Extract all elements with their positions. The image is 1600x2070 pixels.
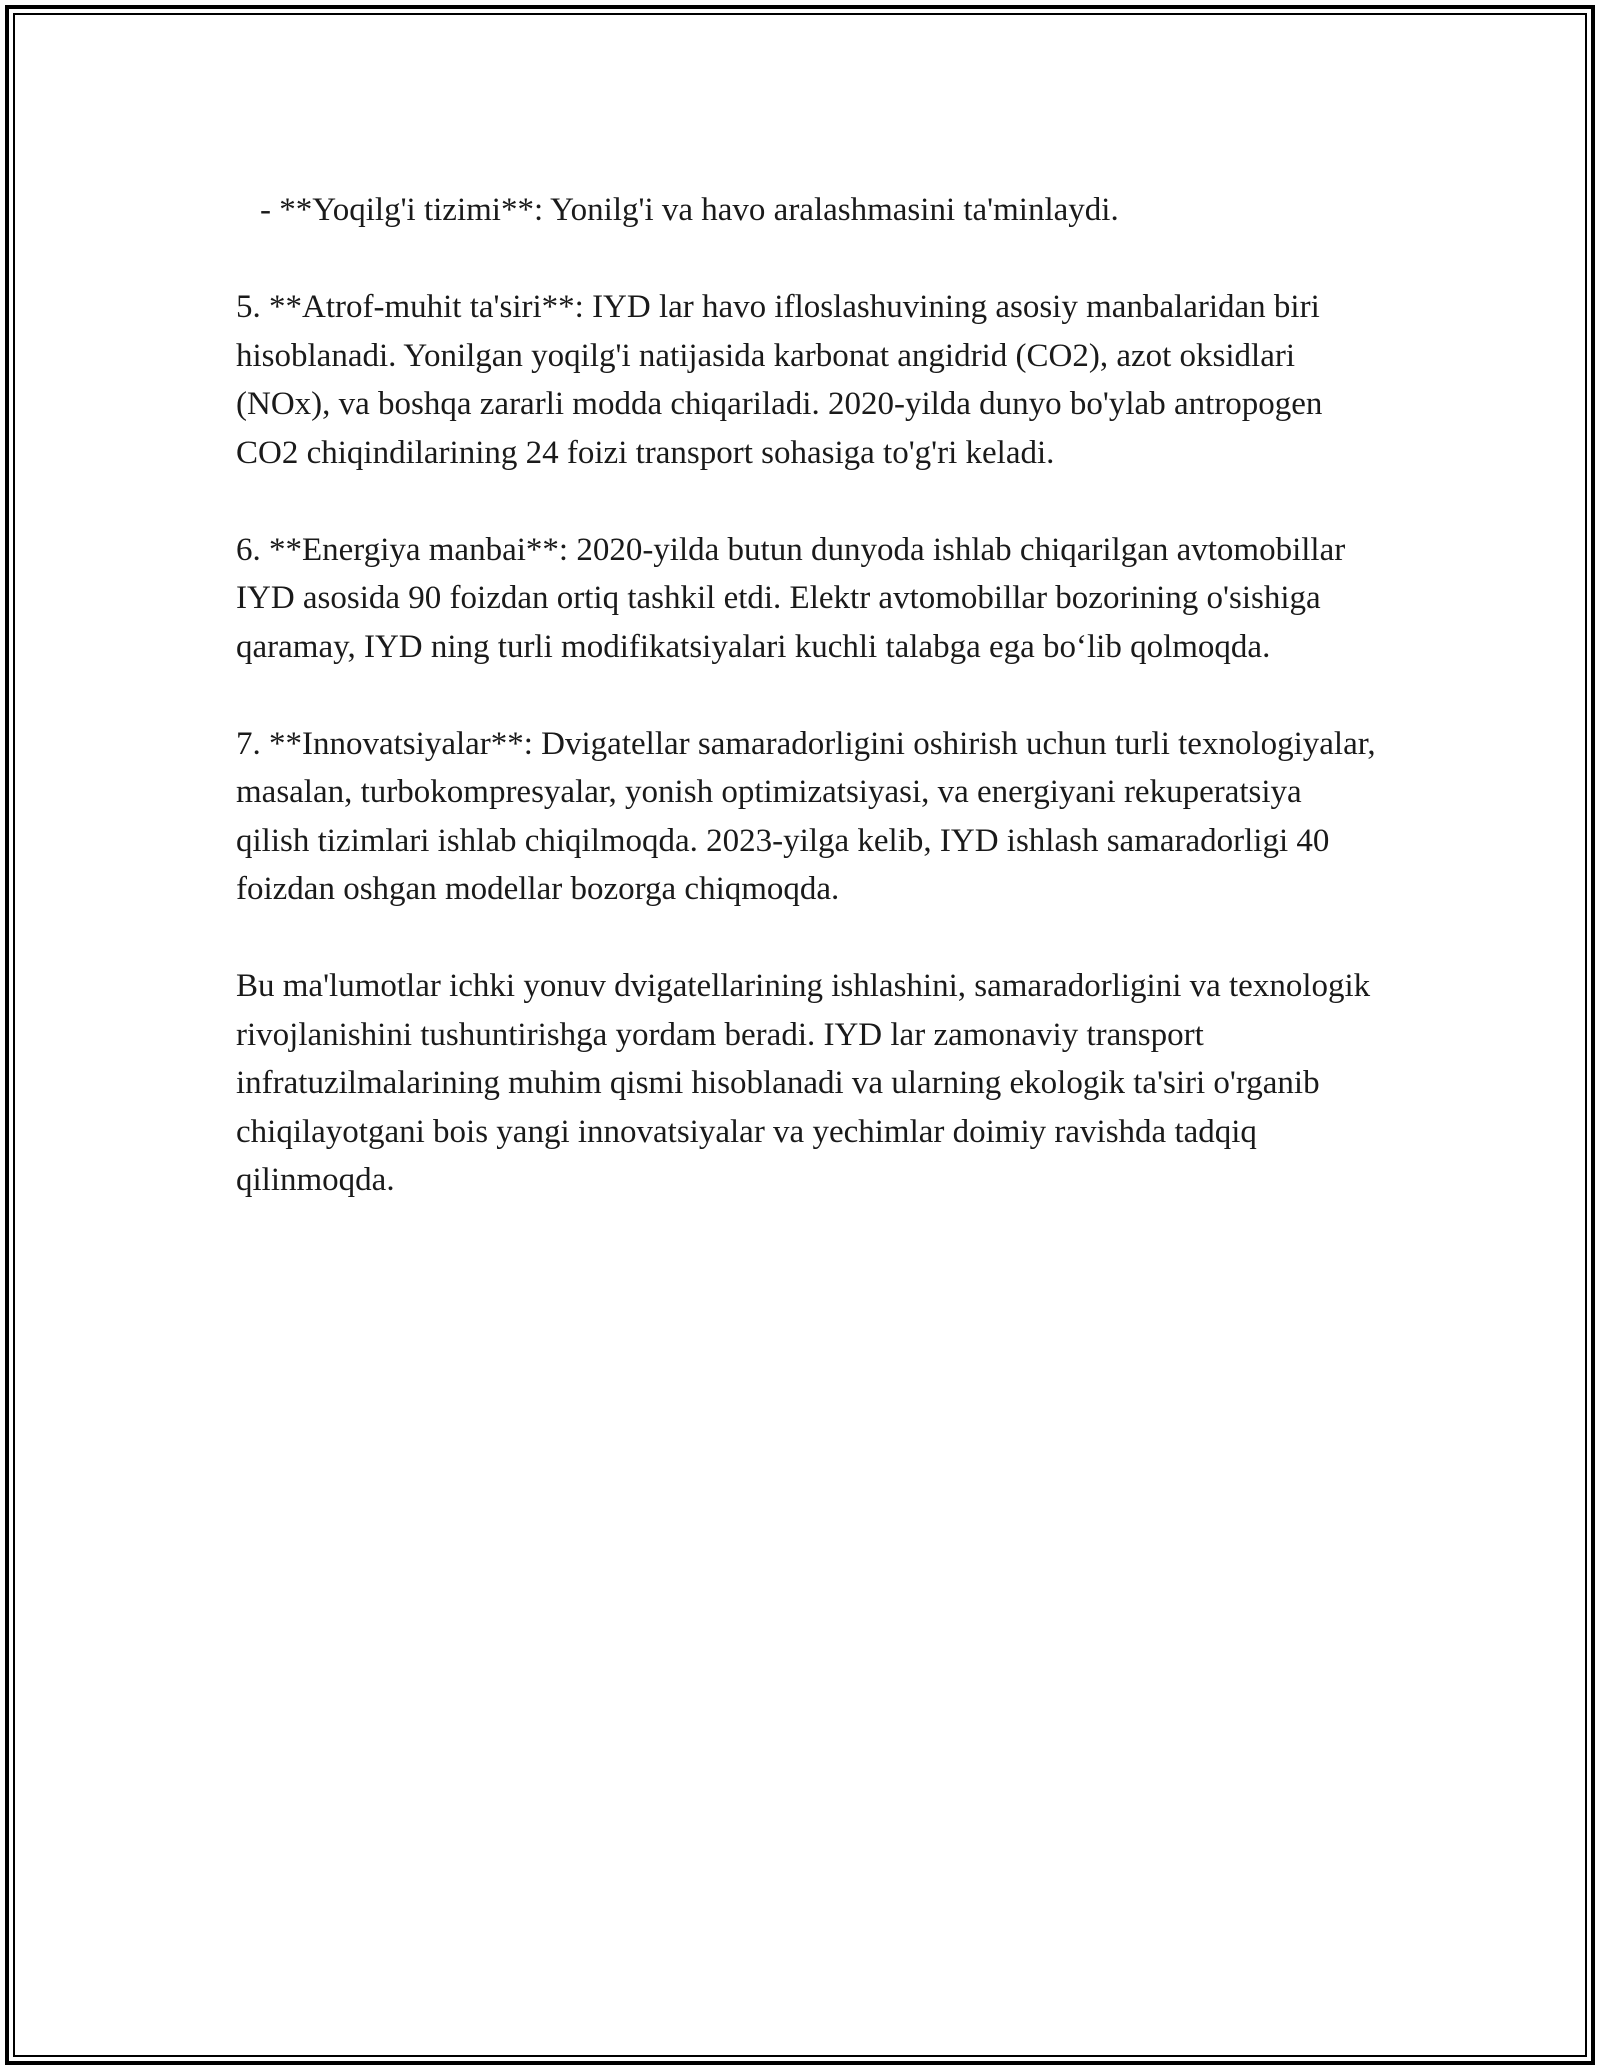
bullet-fuel-system: - **Yoqilg'i tizimi**: Yonilg'i va havo aralashmasini ta'minlaydi. xyxy=(260,192,1119,228)
paragraph-environmental-impact: 5. **Atrof-muhit ta'siri**: IYD lar havo ifloslashuvining asosiy manbalaridan biri hisoblanadi. Yonilgan yoqilg'i natijasida karbonat angidrid (CO2), azot oksidlari (NOx), va boshqa zararli modda chiqariladi. 2020-yilda dunyo bo'ylab antropogen CO2 chiqindilarining 24 foizi transport sohasiga to'g'ri keladi. xyxy=(236,289,1323,471)
paragraph-energy-source: 6. **Energiya manbai**: 2020-yilda butun dunyoda ishlab chiqarilgan avtomobillar IYD asosida 90 foizdan ortiq tashkil etdi. Elektr avtomobillar bozorining o'sishiga qaramay, IYD ning turli modifikatsiyalari kuchli talabga ega bo‘lib qolmoqda. xyxy=(236,531,1346,665)
paragraph-innovations: 7. **Innovatsiyalar**: Dvigatellar samaradorligini oshirish uchun turli texnologiyalar, masalan, turbokompresyalar, yonish optimizatsiyasi, va energiyani rekuperatsiya qilish tizimlari ishlab chiqilmoqda. 2023-yilga kelib, IYD ishlash samaradorligi 40 foizdan oshgan modellar bozorga chiqmoqda. xyxy=(236,725,1376,907)
document-body xyxy=(236,186,1376,1253)
paragraph-conclusion: Bu ma'lumotlar ichki yonuv dvigatellarining ishlashini, samaradorligini va texnologik rivojlanishini tushuntirishga yordam beradi. IYD lar zamonaviy transport infratuzilmalarining muhim qismi hisoblanadi va ularning ekologik ta'siri o'rganib chiqilayotgani bois yangi innovatsiyalar va yechimlar doimiy ravishda tadqiq qilinmoqda. xyxy=(236,968,1371,1198)
